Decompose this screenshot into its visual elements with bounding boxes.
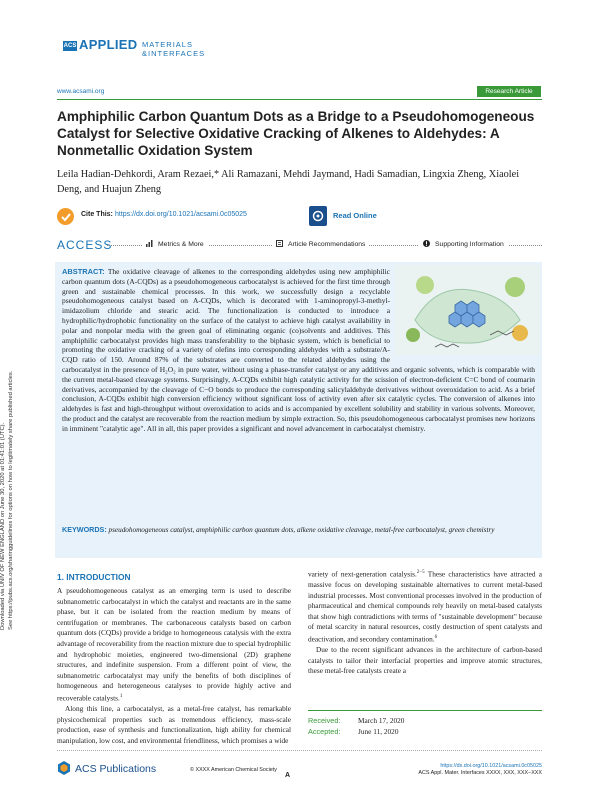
cite-bar <box>57 206 542 228</box>
access-label: ACCESS <box>57 238 113 252</box>
page-number: A <box>285 772 291 779</box>
article-type-badge: Research Article <box>477 86 541 97</box>
read-online-link[interactable]: Read Online <box>333 211 377 220</box>
footer-citation <box>380 763 542 777</box>
footer-doi-link[interactable]: https://dx.doi.org/10.1021/acsami.0c05025 <box>440 763 542 769</box>
intro-paragraph-1: A pseudohomogeneous catalyst as an emerging term is used to describe subnanometric carbocatalyst in which the catalyst and reactants are in the same phase, but it can be isolated from the reaction medium by means of centrifugation or membranes. The carbonaceous catalysts based on carbon quantum dots (CQDs) provide a bridge to homogeneous catalysis with the extra advantage of recoverability from the reaction mixture due to special hydrophilic and hydrophobic moieties, engineered two-dimensional (2D) graphene structures, and indefinite suspension. From a different point of view, the subnanometric carbocatalyst may unify the benefits of both disciplines of homogeneous and heterogeneous catalyses to provide highly active and recoverable catalysts.$^1$ <box>57 586 291 703</box>
supporting-info-icon <box>423 240 430 247</box>
abstract-text <box>62 267 535 434</box>
author-list: Leila Hadian-Dehkordi, Aram Rezaei,* Ali Ramazani, Mehdi Jaymand, Hadi Samadian, Lingxia Zheng, Xiaolei Deng, and Huajun Zheng <box>57 169 520 195</box>
watermark-line-1: Downloaded via UNIV OF NEW ENGLAND on June 30, 2020 at 01:41:01 (UTC). <box>0 422 6 630</box>
recommendations-label: Article Recommendations <box>288 241 366 248</box>
journal-name-interfaces: &INTERFACES <box>142 49 206 58</box>
supporting-info-link[interactable] <box>419 240 508 248</box>
abstract-body: The oxidative cleavage of alkenes to the corresponding aldehydes using new amphiphilic carbon quantum dots (A-CQDs) as a pseudohomogeneous carbocatalyst is achieved for the first time through green and sustainable chemical processes. In this work, we successfully design a recyclable pseudohomogeneous catalyst based on A-CQDs, which is decorated with 1-aminopropyl-3-methyl-imidazolium chloride and stearic acid. The functionalization is conducted to introduce a hydrophilic/hydrophobic functionality on the surface of the catalyst to achieve high catalyst availability in polar and nonpolar media with the green goal of eliminating organic (co)solvents and additives. This amphiphilic carbocatalyst provides high mass transferability to the biphasic system, which is beneficial to promoting the oxidative cracking of a variety of olefins into corresponding aldehydes with a substrate/A-CQD ratio of 150. Around 87% of the substrates are converted to the related aldehydes using the carbocatalyst in the presence of H₂O₂ in pure water, without using a phase-transfer catalyst or any additives and organic solvents, which is comparable with the current metal-based cleavage systems. Surprisingly, A-CQDs exhibit high catalytic activity for the scission of electron-deficient C=C bond of coumarin derivatives, accompanied by the cleavage of C−O bonds to produce the corresponding salicylaldehyde derivatives without overoxidation to acid. As a brief conclusion, A-CQDs exhibit high conversion efficiency without significant loss of activity even after six catalytic cycles. The conversion of alkenes into aldehydes is fast and high-throughput without overoxidation to acids and is accompanied by excellent solubility and stability in various solvents. Moreover, the product and the catalyst are recoverable from the reaction medium by simple extraction. So, this pseudohomogeneous carbocatalyst promises new horizons in imminent "catalytic age". All in all, this paper provides a significant and novel advancement in carbocatalyst chemistry. <box>62 267 535 433</box>
journal-name-applied: APPLIED <box>79 37 138 52</box>
copyright: © XXXX American Chemical Society <box>190 767 277 773</box>
dates-rule <box>308 710 542 711</box>
recommendations-link[interactable] <box>272 240 369 248</box>
keywords-heading: KEYWORDS: <box>62 525 107 534</box>
body-column-right <box>308 568 542 677</box>
citation-ref[interactable]: 1 <box>119 693 123 699</box>
bar-chart-icon <box>146 240 153 247</box>
received-date: March 17, 2020 <box>358 716 405 725</box>
read-online-icon[interactable] <box>309 206 327 226</box>
acs-hexagon-icon <box>57 761 71 775</box>
citation-ref[interactable]: 2−5 <box>416 570 425 575</box>
journal-name-materials: MATERIALS <box>142 40 193 49</box>
article-title: Amphiphilic Carbon Quantum Dots as a Bridge to a Pseudohomogeneous Catalyst for Selective Oxidative Cracking of Alkenes to Aldehydes: A Nonmetallic Oxidation System <box>57 109 535 158</box>
publication-dates <box>308 715 542 737</box>
watermark-line-2: See https://pubs.acs.org/sharingguidelines for options on how to legitimately share published articles. <box>8 370 14 630</box>
supporting-info-label: Supporting Information <box>435 241 504 248</box>
metrics-link[interactable] <box>142 240 208 248</box>
cite-doi-link[interactable]: https://dx.doi.org/10.1021/acsami.0c05025 <box>115 211 247 218</box>
section-heading-introduction: 1. INTRODUCTION <box>57 572 131 582</box>
intro-paragraph-4: Due to the recent significant advances in the architecture of carbon-based catalysts to tailor their interfacial properties and improve atomic structures, these metal-free catalysts create a <box>308 645 542 676</box>
citation-ref[interactable]: 6 <box>434 634 438 640</box>
accepted-date: June 11, 2020 <box>358 727 399 736</box>
cite-label: Cite This: <box>81 211 113 218</box>
body-column-left <box>57 586 291 746</box>
download-watermark <box>0 300 18 630</box>
footer-journal-ref: ACS Appl. Mater. Interfaces XXXX, XXX, XXX−XXX <box>418 770 542 776</box>
keywords-list: pseudohomogeneous catalyst, amphiphilic carbon quantum dots, alkene oxidative cleavage, metal-free carbocatalyst, green chemistry <box>108 526 495 534</box>
acs-logo-mark: ACS <box>63 43 77 49</box>
cite-icon[interactable] <box>57 208 74 225</box>
publisher-name: ACS Publications <box>75 763 157 775</box>
abstract-heading: ABSTRACT: <box>62 267 105 276</box>
footer-rule <box>57 750 542 751</box>
abstract-graphic-space <box>390 267 535 359</box>
metrics-label: Metrics & More <box>158 241 204 248</box>
accepted-label: Accepted: <box>308 727 341 736</box>
keywords <box>62 525 532 535</box>
header-rule <box>57 99 542 100</box>
received-label: Received: <box>308 716 341 725</box>
document-icon <box>276 240 283 247</box>
journal-website[interactable]: www.acsami.org <box>57 88 105 95</box>
access-row <box>57 240 542 254</box>
intro-paragraph-2: Along this line, a carbocatalyst, as a metal-free catalyst, has remarkable physicochemical properties such as tremendous efficiency, mass-scale production, ease of synthesis and functionalization, high ability for chemical manipulation, low cost, and environmental friendliness, which promises a wide <box>57 703 291 745</box>
intro-paragraph-3: variety of next-generation catalysis.$^{2-5}$ These characteristics have attracted a massive focus on developing sustainable alternatives to current metal-based industrial processes. Most conventional processes involved in the production of pharmaceutical and chemical compounds rely heavily on metal-based catalysts that show high contradictions with terms of "sustainable development" because of metal scarcity in natural resources, costly destruction of spent catalysts and deactivation, and secondary contamination.$^6$ <box>308 569 542 644</box>
